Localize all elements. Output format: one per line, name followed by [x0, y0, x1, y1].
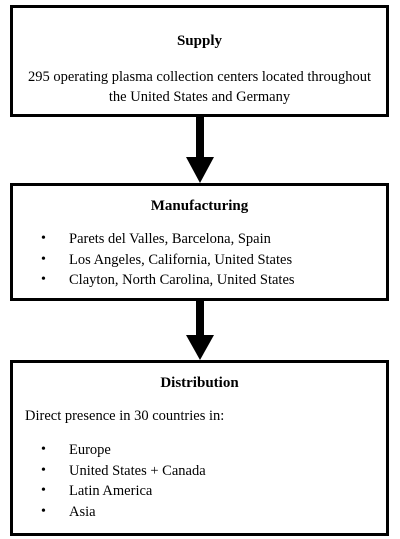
distribution-title: Distribution	[160, 375, 239, 391]
manufacturing-list	[13, 229, 386, 291]
bullet-icon: •	[41, 272, 46, 287]
distribution-intro: Direct presence in 30 countries in:	[25, 408, 225, 424]
list-item	[13, 229, 386, 250]
distribution-item-label: Europe	[69, 442, 111, 458]
bullet-icon: •	[41, 483, 46, 498]
down-arrow-icon	[186, 301, 214, 360]
supply-title: Supply	[176, 33, 223, 49]
distribution-item-label: Latin America	[69, 483, 153, 499]
bullet-icon: •	[41, 251, 46, 267]
supply-description: 295 operating plasma collection centers located throughout the United States and Germany	[27, 69, 372, 105]
list-item	[13, 440, 386, 461]
bullet-icon: •	[41, 442, 46, 457]
list-item	[13, 270, 386, 291]
distribution-box	[10, 360, 389, 536]
list-item	[13, 502, 386, 523]
list-item	[13, 461, 386, 482]
manufacturing-title: Manufacturing	[150, 198, 249, 214]
bullet-icon: •	[41, 462, 46, 478]
bullet-icon: •	[41, 231, 46, 246]
distribution-item-label: United States + Canada	[69, 462, 206, 479]
manufacturing-item-label: Clayton, North Carolina, United States	[69, 272, 295, 288]
manufacturing-item-label: Parets del Valles, Barcelona, Spain	[69, 231, 271, 247]
list-item	[13, 481, 386, 502]
bullet-icon: •	[41, 503, 46, 519]
down-arrow-icon	[186, 117, 214, 183]
list-item	[13, 250, 386, 271]
manufacturing-item-label: Los Angeles, California, United States	[69, 251, 293, 268]
distribution-item-label: Asia	[69, 503, 96, 520]
distribution-list	[13, 440, 386, 522]
manufacturing-box	[10, 183, 389, 301]
supply-box	[10, 5, 389, 117]
